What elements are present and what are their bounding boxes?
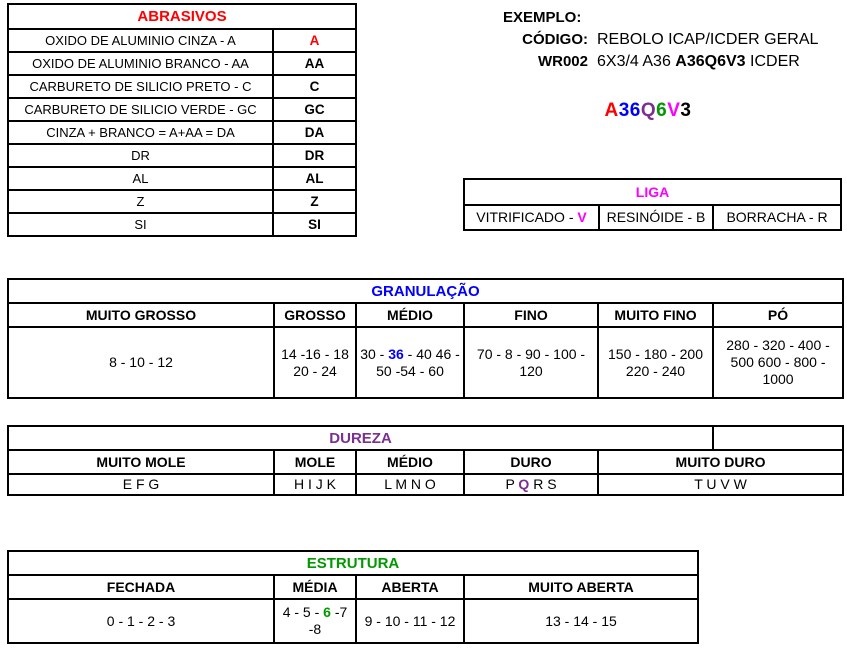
- abrasivo-code: C: [273, 75, 356, 98]
- granulacao-value: 70 - 8 - 90 - 100 - 120: [464, 327, 598, 398]
- estrutura-header-row: [8, 575, 698, 599]
- column-header: MUITO ABERTA: [464, 575, 698, 599]
- column-header: PÓ: [713, 303, 843, 327]
- column-header: ABERTA: [356, 575, 464, 599]
- wr002-value: 6X3/4 A36 A36Q6V3 ICDER: [597, 53, 800, 70]
- column-header: MUITO FINO: [598, 303, 713, 327]
- estrutura-value: 4 - 5 - 6 -7 -8: [274, 599, 356, 643]
- estrutura-value: 0 - 1 - 2 - 3: [8, 599, 274, 643]
- granulacao-value: 280 - 320 - 400 - 500 600 - 800 - 1000: [713, 327, 843, 398]
- abrasivo-name: AL: [8, 167, 273, 190]
- codigo-row: [500, 29, 818, 51]
- abrasivo-code: A: [273, 29, 356, 52]
- liga-cell-vitrificado: VITRIFICADO - V: [464, 205, 599, 230]
- abrasivo-code: DR: [273, 144, 356, 167]
- codigo-value: REBOLO ICAP/ICDER GERAL: [597, 31, 819, 48]
- table-row: [8, 121, 356, 144]
- column-header: MÉDIO: [356, 303, 464, 327]
- column-header: FECHADA: [8, 575, 274, 599]
- abrasivos-table: [7, 3, 357, 237]
- abrasivos-title: ABRASIVOS: [8, 4, 356, 29]
- table-row: [8, 167, 356, 190]
- granulacao-value-row: [8, 327, 843, 398]
- abrasivo-code: GC: [273, 98, 356, 121]
- wr002-row: [500, 51, 818, 73]
- liga-cell-resinoide: RESINÓIDE - B: [599, 205, 713, 230]
- granulacao-value: 150 - 180 - 200 220 - 240: [598, 327, 713, 398]
- colored-code: A36Q6V3: [604, 100, 692, 121]
- estrutura-title: ESTRUTURA: [8, 551, 698, 575]
- codigo-label: CÓDIGO:: [522, 31, 588, 48]
- column-header: MOLE: [274, 450, 356, 474]
- abrasivo-name: CARBURETO DE SILICIO VERDE - GC: [8, 98, 273, 121]
- abrasivo-code: AL: [273, 167, 356, 190]
- dureza-title-empty-cell: [713, 426, 843, 450]
- estrutura-value-row: [8, 599, 698, 643]
- dureza-table: [7, 425, 844, 496]
- abrasivo-name: DR: [8, 144, 273, 167]
- column-header: MUITO GROSSO: [8, 303, 274, 327]
- table-row: [464, 205, 841, 230]
- granulacao-value: 14 -16 - 18 20 - 24: [274, 327, 356, 398]
- liga-cell-borracha: BORRACHA - R: [713, 205, 841, 230]
- table-row: [8, 52, 356, 75]
- table-row: [8, 144, 356, 167]
- abrasivo-name: CINZA + BRANCO = A+AA = DA: [8, 121, 273, 144]
- column-header: MÉDIA: [274, 575, 356, 599]
- dureza-value: E F G: [8, 474, 274, 495]
- abrasivo-code: DA: [273, 121, 356, 144]
- abrasivo-name: CARBURETO DE SILICIO PRETO - C: [8, 75, 273, 98]
- estrutura-value: 9 - 10 - 11 - 12: [356, 599, 464, 643]
- liga-table: [463, 178, 842, 231]
- table-row: [8, 98, 356, 121]
- granulacao-value: 8 - 10 - 12: [8, 327, 274, 398]
- granulacao-value: 30 - 36 - 40 46 - 50 -54 - 60: [356, 327, 464, 398]
- abrasivo-name: OXIDO DE ALUMINIO CINZA - A: [8, 29, 273, 52]
- abrasivo-name: Z: [8, 190, 273, 213]
- granulacao-title: GRANULAÇÃO: [8, 279, 843, 303]
- column-header: DURO: [464, 450, 598, 474]
- abrasivo-code: Z: [273, 190, 356, 213]
- dureza-header-row: [8, 450, 843, 474]
- abrasivo-name: SI: [8, 213, 273, 236]
- table-row: [8, 29, 356, 52]
- table-row: [8, 75, 356, 98]
- estrutura-value: 13 - 14 - 15: [464, 599, 698, 643]
- dureza-value: L M N O: [356, 474, 464, 495]
- table-row: [8, 213, 356, 236]
- column-header: GROSSO: [274, 303, 356, 327]
- abrasivo-code: SI: [273, 213, 356, 236]
- wr002-label: WR002: [537, 53, 588, 70]
- exemplo-section: [500, 7, 818, 73]
- exemplo-title: EXEMPLO:: [503, 9, 582, 26]
- column-header: MUITO DURO: [598, 450, 843, 474]
- column-header: MÉDIO: [356, 450, 464, 474]
- column-header: MUITO MOLE: [8, 450, 274, 474]
- granulacao-header-row: [8, 303, 843, 327]
- dureza-value: P Q R S: [464, 474, 598, 495]
- dureza-value-row: [8, 474, 843, 495]
- estrutura-table: [7, 550, 699, 644]
- granulacao-table: [7, 278, 844, 399]
- abrasivo-code: AA: [273, 52, 356, 75]
- dureza-title: DUREZA: [8, 426, 713, 450]
- liga-title: LIGA: [464, 179, 841, 205]
- table-row: [8, 190, 356, 213]
- abrasivo-name: OXIDO DE ALUMINIO BRANCO - AA: [8, 52, 273, 75]
- dureza-value: T U V W: [598, 474, 843, 495]
- column-header: FINO: [464, 303, 598, 327]
- dureza-value: H I J K: [274, 474, 356, 495]
